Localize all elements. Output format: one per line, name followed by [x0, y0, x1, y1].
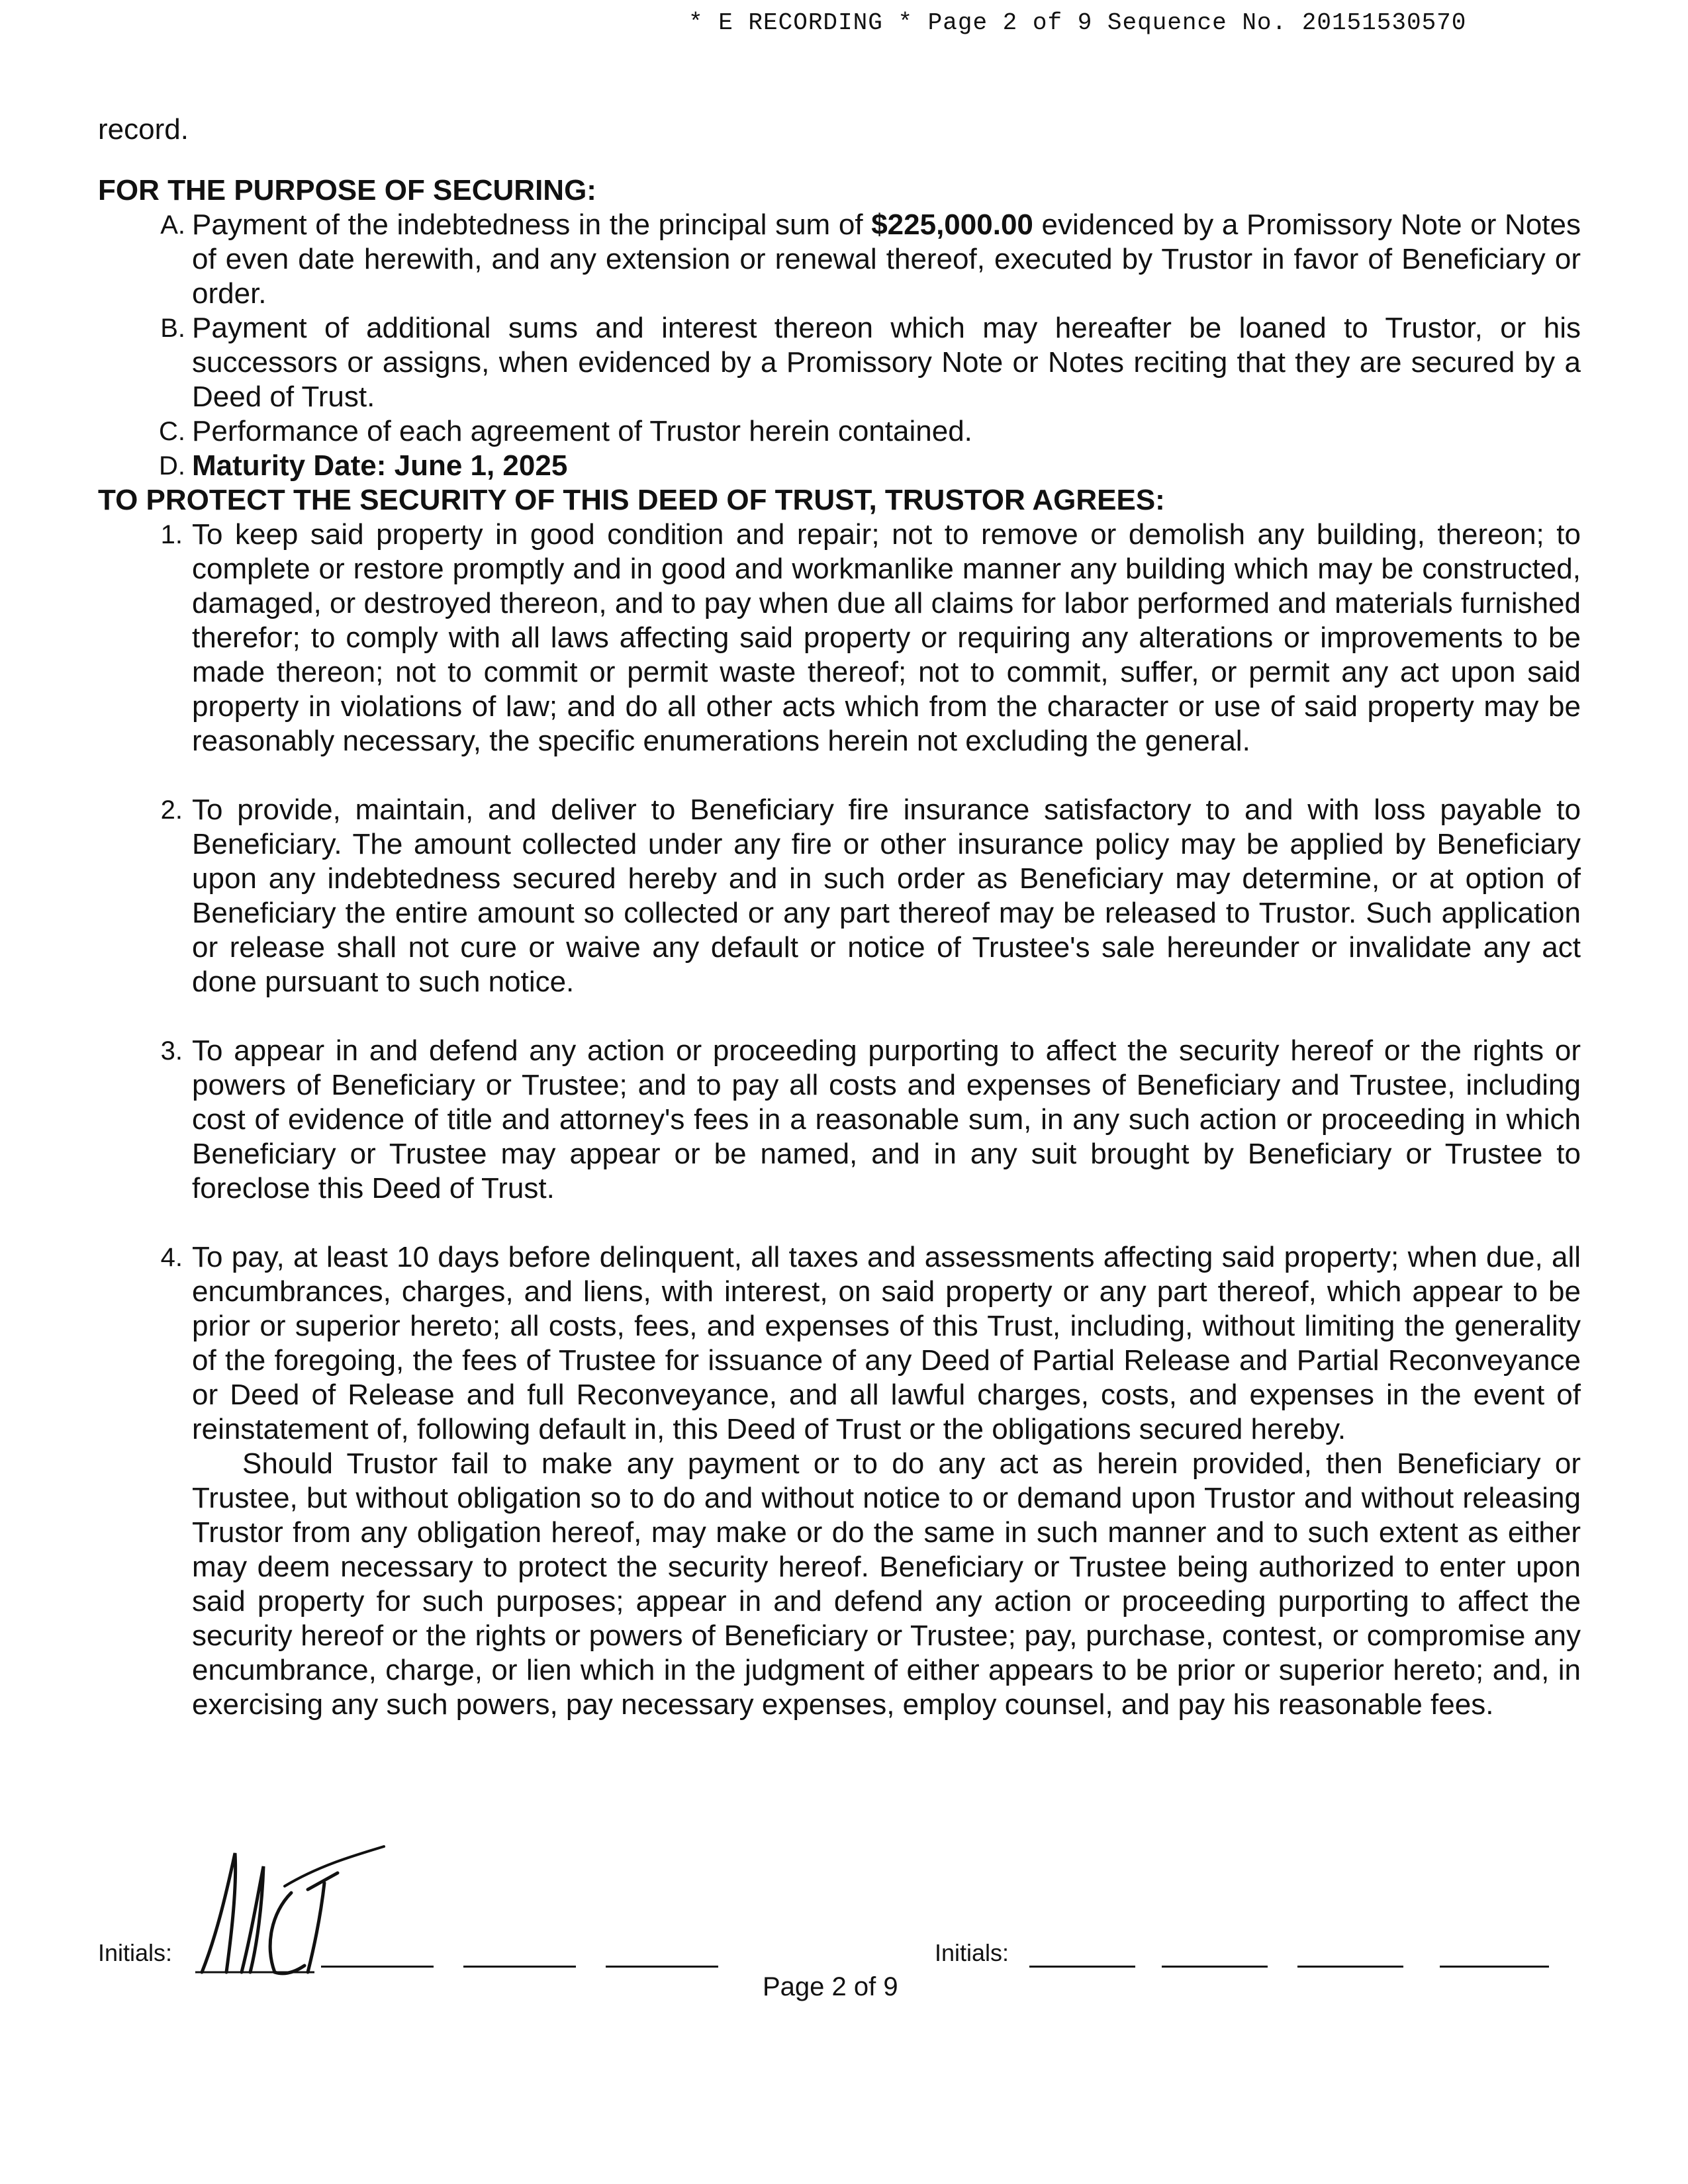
purpose-item-marker: A. — [160, 210, 185, 240]
purpose-item-marker: D. — [159, 451, 185, 480]
initials-blank — [1440, 1966, 1549, 1968]
purpose-item-marker: B. — [160, 314, 185, 343]
protect-item-marker: 4. — [160, 1243, 183, 1272]
purpose-heading: FOR THE PURPOSE OF SECURING: — [98, 174, 596, 206]
purpose-item-d — [98, 449, 1581, 483]
protect-item-marker: 2. — [160, 796, 183, 825]
purpose-item-marker: C. — [159, 417, 185, 446]
protect-item-text: To keep said property in good condition and repair; not to remove or demolish any building, thereon; to complete or restore promptly and in good and workmanlike manner any building which may be constructed, damaged, or destroyed thereon, and to pay when due all claims for labor performed and materials furnished therefor; to comply with all laws affecting said property or requiring any alterations or improvements to be made thereon; not to commit or permit waste thereof; not to commit, suffer, or permit any act upon said property in violations of law; and do all other acts which from the character or use of said property may be reasonably necessary, the specific enumerations herein not excluding the general. — [192, 518, 1581, 757]
purpose-item-b — [98, 311, 1581, 414]
purpose-item-c — [98, 414, 1581, 449]
lead-text: record. — [98, 113, 189, 146]
protect-item-4 — [98, 1240, 1581, 1722]
purpose-item-text: Payment of additional sums and interest thereon which may hereafter be loaned to Trustor, or his successors or assigns, when evidenced by a Promissory Note or Notes reciting that they are secured by a Deed of Trust. — [192, 312, 1581, 413]
protect-item-text: To pay, at least 10 days before delinquent, all taxes and assessments affecting said property; when due, all encumbrances, charges, and liens, with interest, on said property or any part thereof, which appear to be prior or superior hereto; all costs, fees, and expenses of this Trust, including, without limiting the generality of the foregoing, the fees of Trustee for issuance of any Deed of Partial Release and Partial Reconveyance or Deed of Release and full Reconveyance, and all lawful charges, costs, and expenses in the event of reinstatement of, following default in, this Deed of Trust or the obligations secured hereby. — [192, 1241, 1581, 1445]
initials-blank — [1297, 1966, 1403, 1968]
recording-header: * E RECORDING * Page 2 of 9 Sequence No. 20151530570 — [688, 9, 1467, 36]
maturity-date: Maturity Date: June 1, 2025 — [192, 449, 568, 482]
protect-item-2 — [98, 793, 1581, 999]
protect-item-marker: 1. — [160, 520, 183, 549]
initials-blank — [321, 1966, 434, 1968]
protect-item-continuation: Should Trustor fail to make any payment or to do any act as herein provided, then Beneficiary or Trustee, but without obligation so to do and without notice to or demand upon Trustor and without releasing Trustor from any obligation hereof, may make or do the same in such manner and to such extent as either may deem necessary to protect the security hereof. Beneficiary or Trustee being authorized to enter upon said property for such purposes; appear in and defend any action or proceeding purporting to affect the security hereof or the rights or powers of Beneficiary or Trustee; pay, purchase, contest, or compromise any encumbrance, charge, or lien which in the judgment of either appears to be prior or superior hereto; and, in exercising any such powers, pay necessary expenses, employ counsel, and pay his reasonable fees. — [192, 1447, 1581, 1721]
initials-label-right: Initials: — [935, 1939, 1009, 1966]
page-number: Page 2 of 9 — [763, 1972, 898, 2001]
purpose-a-text-after: evidenced by a Promissory Note or Notes of even date herewith, and any extension or renewal thereof, executed by Trustor in favor of Beneficiary or order. — [192, 208, 1581, 310]
protect-heading: TO PROTECT THE SECURITY OF THIS DEED OF TRUST, TRUSTOR AGREES: — [98, 484, 1165, 516]
protect-item-text: To appear in and defend any action or proceeding purporting to affect the security hereof or the rights or powers of Beneficiary or Trustee; and to pay all costs and expenses of Beneficiary and Trustee, including cost of evidence of title and attorney's fees in a reasonable sum, in any such action or proceeding in which Beneficiary or Trustee may appear or be named, and in any suit brought by Beneficiary or Trustee to foreclose this Deed of Trust. — [192, 1034, 1581, 1205]
principal-amount: $225,000.00 — [871, 208, 1033, 241]
purpose-item-text: Performance of each agreement of Trustor herein contained. — [192, 415, 972, 447]
initials-blank — [606, 1966, 718, 1968]
initials-blank — [1029, 1966, 1135, 1968]
initials-label-left: Initials: — [98, 1939, 173, 1966]
page-footer — [0, 1840, 1688, 2012]
purpose-a-text-before: Payment of the indebtedness in the principal sum of — [192, 208, 872, 241]
protect-list — [98, 518, 1581, 1722]
protect-item-text: To provide, maintain, and deliver to Beneficiary fire insurance satisfactory to and with loss payable to Beneficiary. The amount collected under any fire or other insurance policy may be applied by Beneficiary upon any indebtedness secured hereby and in such order as Beneficiary may determine, or at option of Beneficiary the entire amount so collected or any part thereof may be released to Trustor. Such application or release shall not cure or waive any default or notice of Trustee's sale hereunder or invalidate any act done pursuant to such notice. — [192, 794, 1581, 998]
protect-item-3 — [98, 1034, 1581, 1206]
purpose-item-a — [98, 208, 1581, 311]
initials-blank — [463, 1966, 576, 1968]
protect-item-1 — [98, 518, 1581, 758]
purpose-list — [98, 208, 1581, 483]
purpose-item-text — [192, 208, 1581, 311]
document-body — [98, 113, 1581, 1722]
initials-blank — [1162, 1966, 1268, 1968]
protect-item-4-body — [192, 1240, 1581, 1722]
signature-initials — [185, 1840, 391, 1979]
protect-item-marker: 3. — [160, 1036, 183, 1066]
